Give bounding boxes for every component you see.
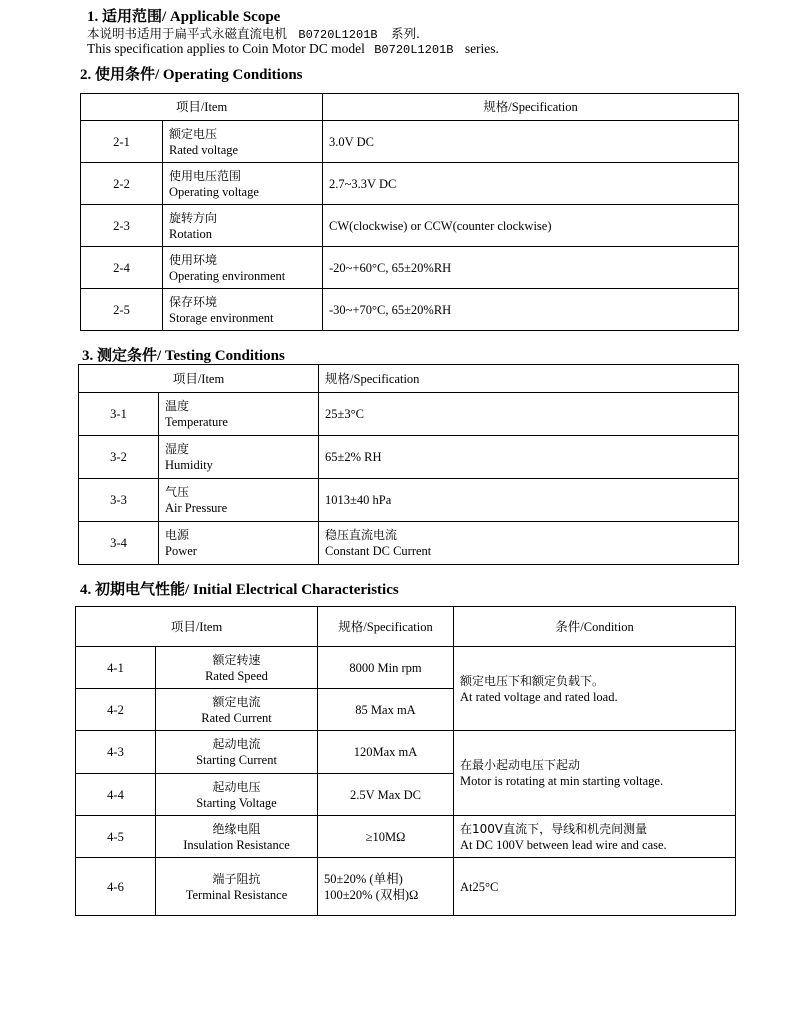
item-cell	[156, 858, 318, 916]
section2-heading: 2. 使用条件/ Operating Conditions	[80, 67, 303, 83]
spec-cell: -20~+60°C, 65±20%RH	[323, 247, 739, 289]
scope-en-text: This specification applies to Coin Motor DC model	[87, 41, 365, 56]
table-row	[79, 393, 739, 436]
item-cell	[163, 247, 323, 289]
spec-cell: ≥10MΩ	[318, 816, 454, 858]
item-en: Air Pressure	[165, 501, 228, 515]
item-zh: 额定电压	[169, 126, 218, 141]
item-en: Starting Voltage	[196, 795, 277, 810]
item-cell	[156, 647, 318, 689]
spec-cell: 85 Max mA	[318, 689, 454, 731]
item-en: Operating voltage	[169, 184, 259, 199]
item-zh: 旋转方向	[169, 210, 218, 225]
item-zh: 温度	[165, 399, 190, 413]
condition-zh: 额定电压下和额定负载下。	[460, 673, 605, 688]
testing-conditions-table	[78, 364, 739, 565]
spec-cell: 25±3°C	[319, 393, 739, 436]
item-cell	[156, 816, 318, 858]
item-zh: 使用电压范围	[169, 168, 242, 183]
row-number: 3-2	[79, 436, 159, 479]
spec-cell: 8000 Min rpm	[318, 647, 454, 689]
spec-cell: -30~+70°C, 65±20%RH	[323, 289, 739, 331]
item-zh: 端子阻抗	[212, 871, 261, 886]
item-zh: 气压	[165, 485, 190, 499]
spec-line-2: 100±20% (双相)Ω	[324, 887, 419, 902]
spec-cell	[319, 522, 739, 565]
scope-zh-line	[87, 24, 420, 42]
table-row	[76, 647, 736, 689]
row-number: 4-3	[76, 731, 156, 774]
spec-cell: 1013±40 hPa	[319, 479, 739, 522]
scope-en-suffix: series.	[464, 41, 499, 56]
row-number: 2-5	[81, 289, 163, 331]
condition-cell	[454, 647, 736, 731]
item-zh: 电源	[165, 528, 190, 542]
table-row	[76, 731, 736, 774]
table-header-row	[79, 365, 739, 393]
table-row	[81, 205, 739, 247]
item-en: Rated Speed	[205, 668, 268, 683]
row-number: 3-1	[79, 393, 159, 436]
table-header-row	[81, 94, 739, 121]
item-cell	[163, 163, 323, 205]
item-en: Humidity	[165, 458, 213, 472]
row-number: 2-2	[81, 163, 163, 205]
col-spec: 规格/Specification	[318, 607, 454, 647]
item-en: Rotation	[169, 226, 213, 241]
item-zh: 额定转速	[212, 652, 261, 667]
spec-cell: 2.5V Max DC	[318, 774, 454, 816]
section1-heading: 1. 适用范围/ Applicable Scope	[87, 9, 281, 25]
item-en: Terminal Resistance	[185, 887, 288, 902]
scope-zh-suffix: 系列.	[390, 26, 420, 41]
spec-en: Constant DC Current	[325, 544, 432, 558]
item-en: Temperature	[165, 415, 228, 429]
condition-cell: At25°C	[454, 858, 736, 916]
table-header-row	[76, 607, 736, 647]
spec-cell: CW(clockwise) or CCW(counter clockwise)	[323, 205, 739, 247]
col-spec: 规格/Specification	[319, 365, 739, 393]
scope-en-line	[87, 41, 499, 57]
row-number: 2-4	[81, 247, 163, 289]
item-zh: 起动电流	[212, 737, 261, 751]
condition-cell	[454, 731, 736, 816]
condition-en: Motor is rotating at min starting voltage.	[460, 774, 664, 788]
scope-zh-text: 本说明书适用于扁平式永磁直流电机	[87, 26, 288, 41]
row-number: 4-5	[76, 816, 156, 858]
item-cell	[159, 436, 319, 479]
col-item: 项目/Item	[76, 607, 318, 647]
table-row	[81, 289, 739, 331]
condition-cell	[454, 816, 736, 858]
item-cell	[159, 479, 319, 522]
col-spec: 规格/Specification	[323, 94, 739, 121]
table-row	[76, 816, 736, 858]
table-row	[81, 121, 739, 163]
item-zh: 保存环境	[169, 294, 218, 309]
section4-heading: 4. 初期电气性能/ Initial Electrical Characteristics	[80, 582, 399, 598]
row-number: 4-1	[76, 647, 156, 689]
item-cell	[163, 289, 323, 331]
spec-cell: 65±2% RH	[319, 436, 739, 479]
row-number: 4-4	[76, 774, 156, 816]
table-row	[81, 247, 739, 289]
condition-zh: 在最小起动电压下起动	[460, 758, 581, 772]
col-item: 项目/Item	[81, 94, 323, 121]
row-number: 3-4	[79, 522, 159, 565]
spec-cell	[318, 858, 454, 916]
item-en: Starting Current	[196, 753, 277, 767]
spec-cell: 3.0V DC	[323, 121, 739, 163]
item-cell	[156, 689, 318, 731]
row-number: 2-1	[81, 121, 163, 163]
table-row	[76, 858, 736, 916]
item-en: Rated voltage	[169, 142, 239, 157]
item-zh: 使用环境	[169, 252, 218, 267]
item-cell	[156, 731, 318, 774]
table-row	[81, 163, 739, 205]
row-number: 4-6	[76, 858, 156, 916]
model-number-en: B0720L1201B	[374, 43, 454, 57]
item-en: Operating environment	[169, 268, 286, 283]
spec-cell: 2.7~3.3V DC	[323, 163, 739, 205]
item-en: Insulation Resistance	[183, 837, 290, 852]
item-zh: 绝缘电阻	[212, 821, 261, 836]
item-cell	[156, 774, 318, 816]
condition-en: At rated voltage and rated load.	[460, 689, 618, 704]
item-cell	[159, 393, 319, 436]
item-cell	[163, 205, 323, 247]
col-condition: 条件/Condition	[454, 607, 736, 647]
row-number: 4-2	[76, 689, 156, 731]
row-number: 3-3	[79, 479, 159, 522]
model-number: B0720L1201B	[298, 28, 378, 42]
spec-cell: 120Max mA	[318, 731, 454, 774]
row-number: 2-3	[81, 205, 163, 247]
table-row	[79, 479, 739, 522]
item-zh: 湿度	[165, 442, 190, 456]
electrical-characteristics-table	[75, 606, 736, 916]
item-cell	[159, 522, 319, 565]
item-zh: 额定电流	[212, 694, 261, 709]
item-en: Storage environment	[169, 310, 274, 325]
col-item: 项目/Item	[79, 365, 319, 393]
spec-zh: 稳压直流电流	[325, 528, 398, 542]
table-row	[79, 436, 739, 479]
section3-heading: 3. 测定条件/ Testing Conditions	[82, 348, 285, 364]
condition-zh: 在100V直流下，导线和机壳间测量	[460, 821, 648, 836]
item-en: Rated Current	[201, 710, 272, 725]
operating-conditions-table	[80, 93, 739, 331]
condition-en: At DC 100V between lead wire and case.	[460, 837, 667, 852]
item-en: Power	[165, 544, 197, 558]
item-zh: 起动电压	[212, 779, 261, 794]
item-cell	[163, 121, 323, 163]
table-row	[79, 522, 739, 565]
spec-line-1: 50±20% (单相)	[324, 871, 403, 886]
